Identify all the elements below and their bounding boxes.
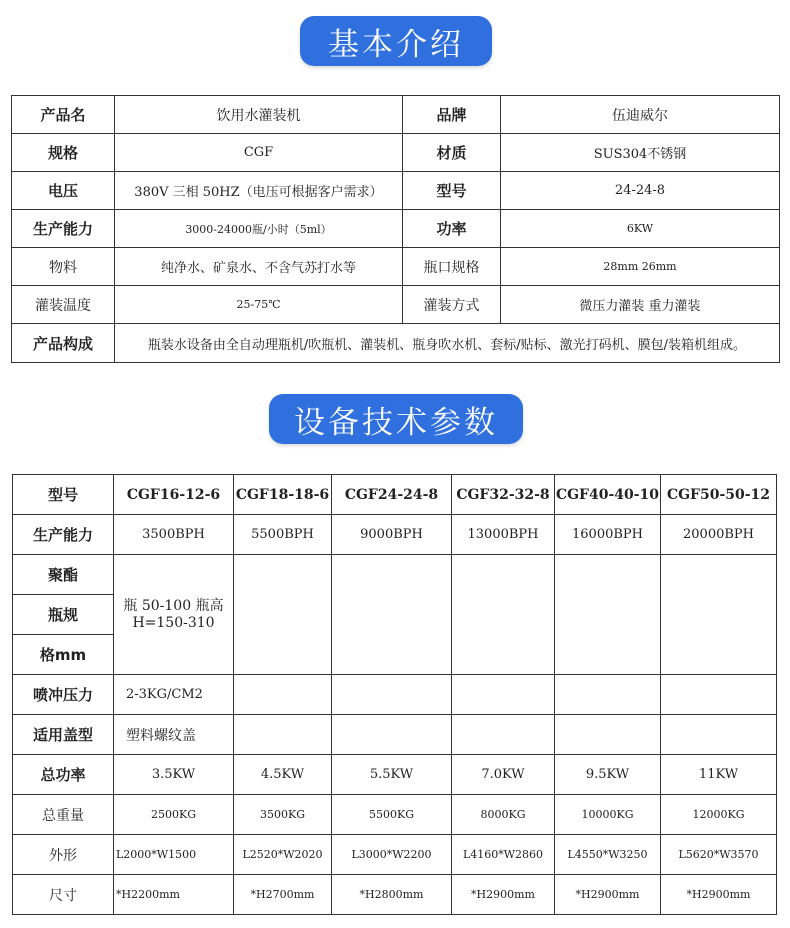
label-total-power: 总功率: [13, 755, 114, 795]
table-row: [12, 172, 780, 210]
value-capacity: 3000-24000瓶/小时（5ml）: [115, 210, 403, 248]
dim-lw-4: L4160*W2860: [452, 835, 555, 875]
value-material-type: 纯净水、矿泉水、不含气苏打水等: [115, 248, 403, 286]
table-row: [12, 286, 780, 324]
value-pressure: 2-3KG/CM2: [114, 675, 234, 715]
label-total-weight: 总重量: [13, 795, 114, 835]
empty-cell: [555, 555, 661, 675]
power-3: 5.5KW: [332, 755, 452, 795]
capacity-6: 20000BPH: [661, 515, 777, 555]
empty-cell: [661, 715, 777, 755]
capacity-5: 16000BPH: [555, 515, 661, 555]
power-2: 4.5KW: [234, 755, 332, 795]
tech-params-table: [12, 474, 777, 915]
label-pressure: 喷冲压力: [13, 675, 114, 715]
empty-cell: [452, 715, 555, 755]
table-row: [12, 134, 780, 172]
table-row: [12, 248, 780, 286]
label-neck-spec: 瓶口规格: [403, 248, 501, 286]
label-spec: 规格: [12, 134, 115, 172]
dim-h-4: *H2900mm: [452, 875, 555, 915]
value-model: 24-24-8: [501, 172, 780, 210]
label-material-type: 物料: [12, 248, 115, 286]
empty-cell: [234, 555, 332, 675]
value-power: 6KW: [501, 210, 780, 248]
model-3: CGF24-24-8: [332, 475, 452, 515]
value-fill-temp: 25-75℃: [115, 286, 403, 324]
label-fill-method: 灌装方式: [403, 286, 501, 324]
dim-lw-2: L2520*W2020: [234, 835, 332, 875]
value-material: SUS304不锈钢: [501, 134, 780, 172]
label-material: 材质: [403, 134, 501, 172]
table-row: [13, 755, 777, 795]
value-product-name: 饮用水灌装机: [115, 96, 403, 134]
empty-cell: [452, 555, 555, 675]
value-neck-spec: 28mm 26mm: [501, 248, 780, 286]
power-1: 3.5KW: [114, 755, 234, 795]
capacity-1: 3500BPH: [114, 515, 234, 555]
label-product-name: 产品名: [12, 96, 115, 134]
basic-info-table: [11, 95, 780, 363]
weight-3: 5500KG: [332, 795, 452, 835]
dim-lw-5: L4550*W3250: [555, 835, 661, 875]
table-row: [13, 675, 777, 715]
power-5: 9.5KW: [555, 755, 661, 795]
empty-cell: [332, 715, 452, 755]
value-bottle-spec: [114, 555, 234, 675]
label-voltage: 电压: [12, 172, 115, 210]
table-row: [13, 475, 777, 515]
value-cap-type: 塑料螺纹盖: [114, 715, 234, 755]
empty-cell: [234, 715, 332, 755]
label-fill-temp: 灌装温度: [12, 286, 115, 324]
table-row: [12, 96, 780, 134]
empty-cell: [661, 555, 777, 675]
value-spec: CGF: [115, 134, 403, 172]
model-2: CGF18-18-6: [234, 475, 332, 515]
label-capacity: 生产能力: [13, 515, 114, 555]
model-5: CGF40-40-10: [555, 475, 661, 515]
label-bottle-2: 瓶规: [13, 595, 114, 635]
dim-h-3: *H2800mm: [332, 875, 452, 915]
weight-2: 3500KG: [234, 795, 332, 835]
label-dimension-2: 尺寸: [13, 875, 114, 915]
empty-cell: [332, 555, 452, 675]
section-title-tech: 设备技术参数: [269, 394, 523, 444]
label-model: 型号: [13, 475, 114, 515]
label-brand: 品牌: [403, 96, 501, 134]
weight-1: 2500KG: [114, 795, 234, 835]
dim-h-1: *H2200mm: [114, 875, 234, 915]
empty-cell: [555, 675, 661, 715]
model-6: CGF50-50-12: [661, 475, 777, 515]
table-row: [13, 515, 777, 555]
dim-lw-1: L2000*W1500: [114, 835, 234, 875]
capacity-2: 5500BPH: [234, 515, 332, 555]
dim-lw-3: L3000*W2200: [332, 835, 452, 875]
dim-h-6: *H2900mm: [661, 875, 777, 915]
power-4: 7.0KW: [452, 755, 555, 795]
weight-5: 10000KG: [555, 795, 661, 835]
label-composition: 产品构成: [12, 324, 115, 363]
label-bottle-1: 聚酯: [13, 555, 114, 595]
table-row: [12, 324, 780, 363]
empty-cell: [452, 675, 555, 715]
label-capacity: 生产能力: [12, 210, 115, 248]
dim-h-2: *H2700mm: [234, 875, 332, 915]
table-row: [13, 555, 777, 595]
label-dimension-1: 外形: [13, 835, 114, 875]
table-row: [13, 875, 777, 915]
capacity-3: 9000BPH: [332, 515, 452, 555]
empty-cell: [332, 675, 452, 715]
power-6: 11KW: [661, 755, 777, 795]
table-row: [13, 835, 777, 875]
empty-cell: [661, 675, 777, 715]
table-row: [13, 795, 777, 835]
section-title-basic: 基本介绍: [300, 16, 492, 66]
value-voltage: 380V 三相 50HZ（电压可根据客户需求）: [115, 172, 403, 210]
model-4: CGF32-32-8: [452, 475, 555, 515]
value-fill-method: 微压力灌装 重力灌装: [501, 286, 780, 324]
model-1: CGF16-12-6: [114, 475, 234, 515]
value-composition: 瓶装水设备由全自动理瓶机/吹瓶机、灌装机、瓶身吹水机、套标/贴标、激光打码机、膜包/装箱机组成。: [115, 324, 780, 363]
empty-cell: [234, 675, 332, 715]
label-model: 型号: [403, 172, 501, 210]
capacity-4: 13000BPH: [452, 515, 555, 555]
dim-lw-6: L5620*W3570: [661, 835, 777, 875]
table-row: [13, 715, 777, 755]
empty-cell: [555, 715, 661, 755]
label-bottle-3: 格mm: [13, 635, 114, 675]
bottle-spec-line-1: 瓶 50-100 瓶高: [123, 597, 224, 614]
weight-4: 8000KG: [452, 795, 555, 835]
dim-h-5: *H2900mm: [555, 875, 661, 915]
value-brand: 伍迪威尔: [501, 96, 780, 134]
weight-6: 12000KG: [661, 795, 777, 835]
bottle-spec-line-2: H=150-310: [132, 614, 215, 631]
table-row: [12, 210, 780, 248]
label-cap-type: 适用盖型: [13, 715, 114, 755]
label-power: 功率: [403, 210, 501, 248]
